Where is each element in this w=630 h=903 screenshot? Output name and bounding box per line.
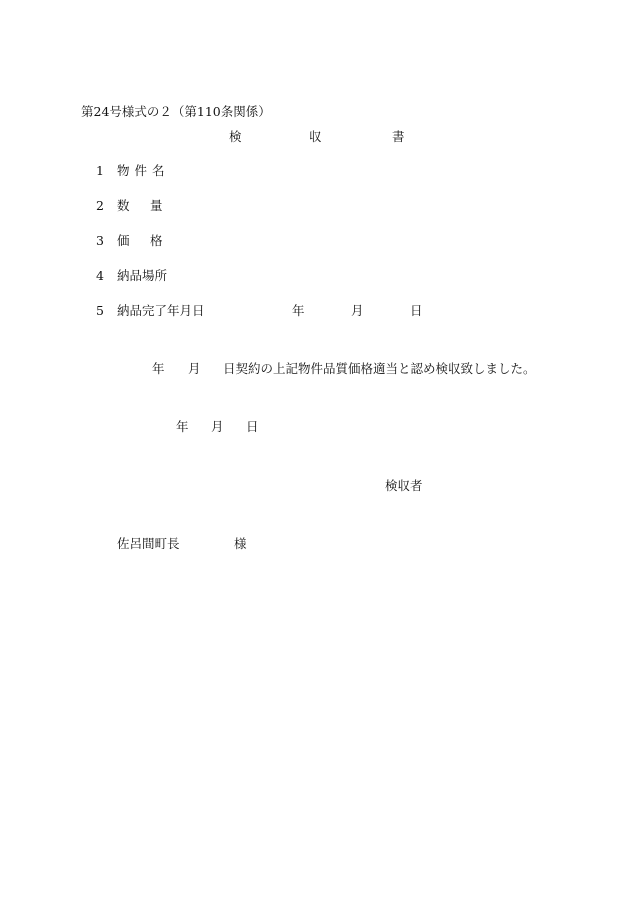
title-char-2: 収	[309, 129, 322, 144]
inspector-label: 検収者	[385, 478, 423, 493]
item-label-price: 価 格	[117, 233, 167, 248]
item-label-delivery-completion-date: 納品完了年月日	[117, 303, 205, 318]
item-label-delivery-place: 納品場所	[117, 268, 168, 283]
item-label-quantity: 数 量	[117, 198, 167, 213]
contract-statement: 日契約の上記物件品質価格適当と認め検収致しました。	[223, 361, 536, 376]
title-char-3: 書	[392, 129, 405, 144]
item-number-1: 1	[96, 163, 104, 178]
completion-date-year: 年	[292, 303, 305, 318]
sign-date-month: 月	[211, 419, 224, 434]
sign-date-year: 年	[176, 419, 189, 434]
item-number-3: 3	[96, 233, 104, 248]
sign-date-day: 日	[246, 419, 259, 434]
item-number-2: 2	[96, 198, 104, 213]
item-number-4: 4	[96, 268, 104, 283]
completion-date-month: 月	[351, 303, 364, 318]
completion-date-day: 日	[410, 303, 423, 318]
item-label-article-name: 物件名	[117, 163, 170, 178]
title-char-1: 検	[229, 129, 242, 144]
form-number: 第24号様式の２（第110条関係）	[81, 104, 271, 119]
contract-date-year: 年	[152, 361, 165, 376]
addressee-name: 佐呂間町長	[117, 536, 180, 551]
addressee-honorific: 様	[234, 536, 247, 551]
contract-date-month: 月	[188, 361, 201, 376]
item-number-5: 5	[96, 303, 104, 318]
